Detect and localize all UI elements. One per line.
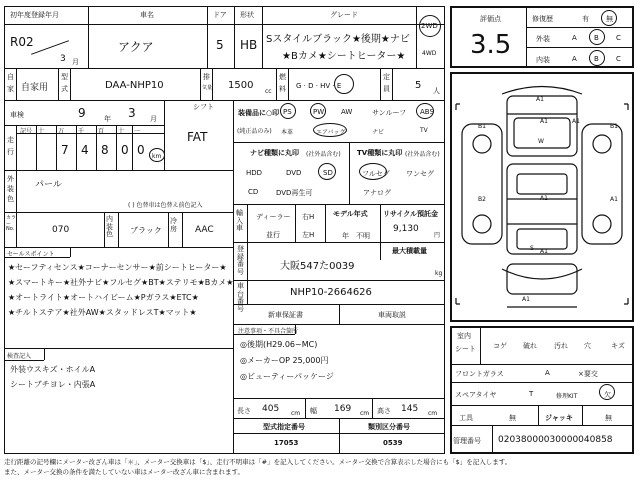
shift-value: FAT: [187, 130, 208, 144]
score-value: 3.5: [470, 30, 512, 60]
height-label: 高さ: [377, 407, 391, 415]
width-unit: cm: [360, 410, 370, 417]
footer-line1: 走行距離の記号欄にメーター改ざん車は「＊」、メーター交換車は「$」、走行不明車は「#」を記入してください。メーター交換で合算表示した場合にも「$」を記入します。: [4, 458, 512, 466]
interior-label: 内装: [536, 56, 550, 64]
mileage-digit: 8: [101, 143, 109, 157]
model-value: DAA-NHP10: [105, 80, 164, 91]
tv-fullseg-circle: [359, 163, 387, 180]
sales-line3: ★オートライト★オートハイビーム★Pガラス★ETC★: [8, 293, 199, 302]
interior-sheet-label2: シート: [455, 345, 476, 353]
mileage-digit-label: 万: [58, 128, 65, 135]
navi-sd-circle: [318, 163, 336, 180]
diagram-mark: S: [530, 245, 534, 252]
diagram-mark: A1: [572, 118, 580, 125]
diagram-mark: B1: [478, 123, 486, 130]
mileage-divider: [132, 125, 133, 170]
type-label1: 型: [61, 73, 68, 81]
interior-sheet-item: コゲ: [493, 342, 507, 350]
sales-line4: ★チルトステア★社外AW★スタッドレスT★マット★: [8, 308, 197, 317]
navi-cd: CD: [248, 188, 259, 196]
equipment-sub: (純正品のみ): [237, 128, 272, 135]
shape: HB: [240, 38, 258, 52]
recycle-label: リサイクル預託金: [383, 210, 439, 218]
mileage-digit-label: 百: [98, 128, 105, 135]
equipment-item: PS: [283, 108, 292, 116]
inspector-line2: シートブチヨレ・内張A: [10, 380, 96, 389]
dealer: ディーラー: [256, 213, 291, 221]
mileage-digit: 0: [137, 143, 145, 157]
manage-label: 管理番号: [453, 437, 481, 445]
spare-label: スペアタイヤ: [455, 391, 497, 399]
diagram-mark: A1: [540, 195, 548, 202]
model-year: 年 不明: [342, 232, 370, 240]
tv-fullseg: フルセグ: [362, 170, 390, 178]
equipment-item: AW: [341, 108, 353, 116]
color-note: ( ) 色替車は色替え前色記入: [128, 202, 203, 209]
equipment-item: 本革: [281, 129, 294, 136]
right-hand: 右H: [302, 213, 315, 221]
reg-year: R02: [10, 35, 34, 49]
cc-unit: cc: [265, 88, 272, 95]
tv-sub: (社外品含む): [405, 151, 440, 158]
int-grade-b: B: [594, 55, 599, 63]
use-value: 自家用: [21, 83, 49, 93]
ac-value: AAC: [195, 225, 214, 235]
jack-value: 無: [605, 414, 612, 422]
inspector-title: 検査記入: [7, 353, 32, 360]
cap-label1: 定: [383, 73, 390, 81]
recycle-value: 9,130: [393, 224, 419, 234]
door-label: ドア: [213, 11, 227, 19]
diagram-mark: B1: [610, 123, 618, 130]
reg-month: 3: [60, 54, 66, 64]
repair-label: 修復歴: [532, 15, 553, 23]
spare-kit: 修理KIT: [556, 393, 578, 400]
mileage-unit: km: [152, 153, 162, 160]
abs-circle: [416, 103, 434, 119]
mileage-digit-label: 一: [134, 128, 141, 135]
int-grade-c: C: [616, 55, 621, 63]
use-label1: 自: [7, 73, 14, 81]
doors: 5: [216, 38, 224, 52]
length-unit: cm: [291, 410, 301, 417]
inspection-year-unit: 年: [104, 115, 111, 123]
navi-sd: SD: [323, 169, 333, 177]
class-no-value: 0539: [383, 439, 403, 447]
ext-grade-circle: [589, 29, 605, 45]
notes-title: 注意事項・不具合箇所: [238, 328, 299, 335]
parallel: 並行: [266, 231, 280, 239]
glass-a: A: [545, 369, 550, 377]
width-label: 幅: [310, 407, 317, 415]
height-value: 145: [401, 404, 419, 414]
max-load-label: 最大積載量: [392, 247, 427, 255]
diagram-mark: A1: [540, 248, 548, 255]
navi-sub: (社外品含む): [306, 151, 341, 158]
inspection-label: 車検: [10, 111, 24, 119]
warranty-manual: 車両取説: [378, 311, 406, 319]
interior-sheet-item: 破れ: [523, 342, 537, 350]
notes-line2: ◎メーカーOP 25,000円: [240, 356, 329, 365]
interior-sheet-item: 汚れ: [554, 342, 568, 350]
use-label2: 家: [7, 85, 14, 93]
grade-label: グレード: [330, 11, 358, 19]
car-name-label: 車名: [140, 11, 154, 19]
glass-label: フロントガラス: [455, 370, 504, 378]
import-label: 輸入車: [236, 209, 243, 233]
disp-label1: 排: [203, 73, 210, 81]
equipment-item: ABS: [420, 108, 434, 116]
color-label3: 色: [7, 195, 14, 203]
mileage-digit: 4: [81, 143, 89, 157]
repair-no-circle: [601, 10, 617, 26]
km-circle: [149, 148, 165, 162]
sales-line2: ★スマートキー★社外ナビ★フルセグ★BT★ステリモ★Bカメ★: [8, 278, 234, 287]
repair-yes: 有: [582, 15, 589, 23]
mileage-digit-label: 十: [38, 128, 45, 135]
drive-4wd: 4WD: [422, 50, 437, 57]
type-no-label: 型式指定番号: [263, 423, 305, 431]
left-hand: 左H: [302, 231, 315, 239]
spare-missing-circle: [599, 384, 615, 400]
manage-value: 02038000030000040858: [498, 435, 613, 445]
tools-value: 無: [509, 414, 516, 422]
ext-grade-b: B: [594, 34, 599, 42]
equipment-item: エアバッグ: [316, 129, 346, 136]
ps-circle: [280, 103, 296, 119]
chassis-label: 車台番号: [237, 282, 244, 314]
drive-2wd: 2WD: [421, 22, 438, 30]
color-no-label: カラーNo.: [6, 215, 17, 232]
navi-hdd: HDD: [246, 169, 263, 177]
interior-sheet-item: 穴: [584, 342, 591, 350]
displacement-value: 1500: [228, 80, 254, 91]
diagram-mark: A1: [522, 296, 530, 303]
height-unit: cm: [428, 410, 438, 417]
car-name: アクア: [118, 40, 154, 54]
jack-label: ジャッキ: [545, 414, 573, 422]
equipment-item: TV: [420, 127, 428, 134]
mileage-digit: 0: [121, 143, 129, 157]
reg-value: 大阪547た0039: [280, 261, 355, 272]
tools-label: 工具: [459, 414, 473, 422]
mileage-divider: [96, 125, 97, 170]
length-value: 405: [262, 404, 280, 414]
navi-dvd: DVD: [286, 169, 302, 177]
tv-oneseg: ワンセグ: [406, 170, 434, 178]
type-no-value: 17053: [274, 439, 299, 447]
notes-line3: ◎ビューティーパッケージ: [240, 372, 334, 381]
mileage-digit-label: 千: [78, 128, 85, 135]
inspection-year: 9: [78, 106, 86, 120]
mileage-label1: 走: [7, 136, 14, 144]
int-grade-a: A: [572, 55, 577, 63]
mileage-digit: 7: [61, 143, 69, 157]
sales-points-title: セールスポイント: [7, 251, 55, 258]
fuel-label2: 料: [279, 85, 286, 93]
tv-title: TV種類に丸印: [357, 149, 403, 157]
recycle-yen: 円: [434, 232, 441, 239]
ac-label: 冷房: [170, 217, 177, 233]
fuel-hv-circle: [334, 74, 354, 94]
glass-replace: ×要交: [578, 370, 598, 378]
scoring-label: 評価点: [480, 15, 501, 23]
color-label2: 装: [7, 185, 14, 193]
disp-label2: 気量: [202, 85, 213, 91]
spare-missing: 欠: [604, 391, 611, 399]
navi-dvd-play: DVD再生可: [276, 189, 313, 197]
cap-label2: 員: [383, 85, 390, 93]
kg-unit: kg: [435, 270, 443, 277]
shift-label: シフト: [193, 103, 214, 111]
color-label1: 外: [7, 175, 14, 183]
spare-t: T: [529, 390, 534, 398]
navi-title: ナビ種類に丸印: [250, 149, 299, 157]
footer-line2: また、メーター交換の条件を満たしていない車はメーター改ざん車に含まれます。: [4, 468, 244, 476]
ext-grade-a: A: [572, 34, 577, 42]
airbag-circle: [313, 123, 347, 137]
equipment-title: 装備品に○印: [238, 109, 280, 117]
diagram-mark: A1: [536, 96, 544, 103]
repair-no: 無: [606, 15, 613, 23]
pw-circle: [310, 103, 326, 119]
grade-line2: ★Bカメ★シートヒーター★: [282, 51, 406, 62]
chassis-value: NHP10-2664626: [290, 287, 372, 298]
grade-line1: Sスタイルブラック★後期★ナビ: [266, 34, 410, 45]
equipment-item: ナビ: [372, 129, 385, 136]
capacity-unit: 人: [433, 87, 440, 95]
first-reg-label: 初年度登録年月: [10, 11, 59, 19]
fuel-label1: 燃: [279, 73, 286, 81]
mileage-divider: [116, 125, 117, 170]
diagram-mark: B2: [478, 196, 486, 203]
capacity-value: 5: [415, 80, 422, 91]
mileage-digit-label: 十: [118, 128, 125, 135]
mileage-label2: 行: [7, 148, 14, 156]
mileage-divider: [56, 125, 57, 170]
interior-color-value: ブラック: [130, 226, 162, 235]
mileage-divider: [36, 125, 37, 170]
diagram-mark: W: [538, 138, 544, 145]
shape-label: 形状: [240, 11, 254, 19]
interior-sheet-item: キズ: [611, 342, 625, 350]
reg-label: 登録番号: [237, 245, 244, 277]
inspector-line1: 外装ウスキズ・ホイルA: [10, 365, 96, 374]
warranty-new-car: 新車保証書: [268, 311, 303, 319]
diagram-mark: A1: [540, 118, 548, 125]
diagram-mark: A1: [610, 196, 618, 203]
exterior-label: 外装: [536, 35, 550, 43]
reg-month-unit: 月: [72, 58, 79, 66]
fuel-options: G · D · HV · E: [296, 82, 342, 90]
ext-grade-c: C: [616, 34, 621, 42]
color-value: パール: [35, 180, 62, 190]
model-year-label: モデル年式: [333, 210, 368, 218]
equipment-item: サンルーフ: [372, 109, 407, 117]
class-no-label: 類別区分番号: [368, 423, 410, 431]
sales-line1: ★セーフティセンス★コーナーセンサー★前シートヒーター★: [8, 263, 227, 272]
notes-line1: ◎後期(H29.06~MC): [240, 340, 318, 349]
type-label2: 式: [61, 85, 68, 93]
mileage-divider: [76, 125, 77, 170]
equipment-item: PW: [313, 108, 325, 116]
interior-sheet-label1: 室内: [457, 332, 471, 340]
mileage-digit-label: 記号: [20, 128, 33, 135]
inspection-month-unit: 月: [150, 115, 157, 123]
inspection-month: 3: [128, 106, 136, 120]
int-grade-circle: [589, 50, 605, 66]
color-no-value: 070: [52, 225, 70, 235]
width-value: 169: [334, 404, 352, 414]
interior-color-label: 内装色: [106, 215, 113, 239]
tv-analog: アナログ: [363, 189, 391, 197]
length-label: 長さ: [237, 407, 251, 415]
